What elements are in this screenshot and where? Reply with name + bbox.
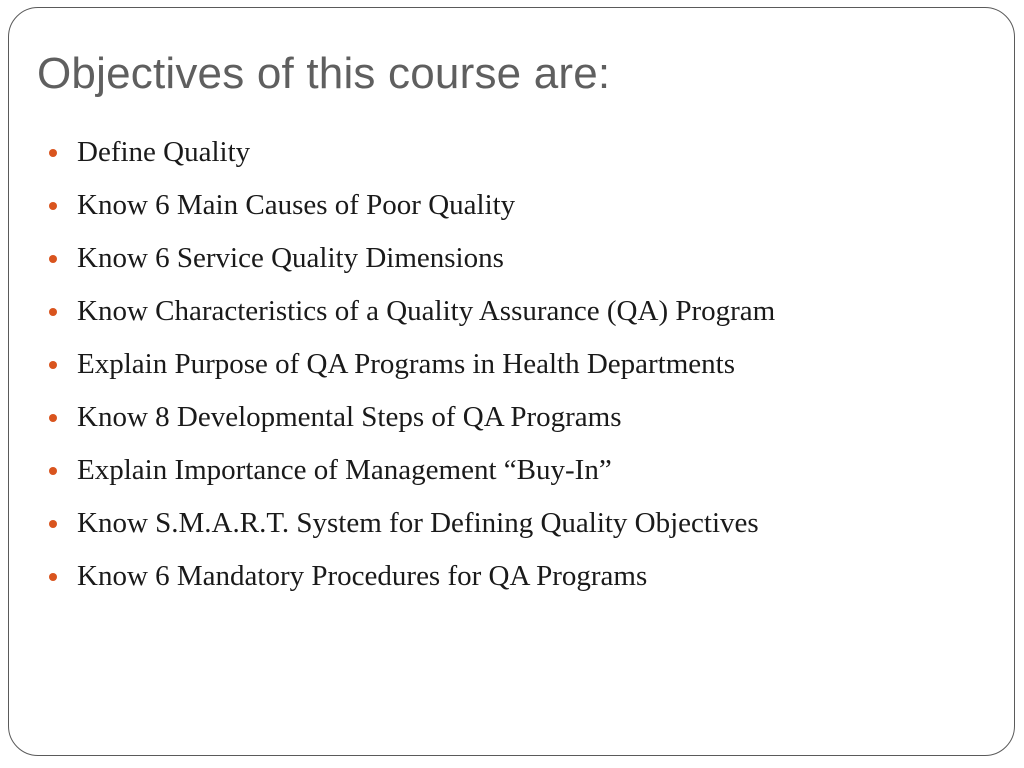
bullet-icon [49, 308, 57, 316]
bullet-icon [49, 573, 57, 581]
list-item-text: Explain Importance of Management “Buy-In” [77, 453, 612, 486]
list-item-text: Know 6 Service Quality Dimensions [77, 241, 504, 274]
bullet-icon [49, 202, 57, 210]
list-item-text: Know Characteristics of a Quality Assurance (QA) Program [77, 294, 776, 327]
list-item-text: Know 6 Main Causes of Poor Quality [77, 188, 516, 221]
bullet-icon [49, 520, 57, 528]
list-item-text: Know S.M.A.R.T. System for Defining Quality Objectives [77, 506, 759, 539]
list-item-text: Explain Purpose of QA Programs in Health Departments [77, 347, 736, 380]
slide-title: Objectives of this course are: [37, 49, 611, 98]
bullet-icon [49, 414, 57, 422]
list-item-text: Know 6 Mandatory Procedures for QA Programs [77, 559, 648, 592]
list-item-text: Know 8 Developmental Steps of QA Programs [77, 400, 622, 433]
bullet-icon [49, 361, 57, 369]
bullet-icon [49, 467, 57, 475]
slide-frame [8, 7, 1015, 756]
list-item-text: Define Quality [77, 135, 251, 168]
bullet-icon [49, 255, 57, 263]
bullet-icon [49, 149, 57, 157]
